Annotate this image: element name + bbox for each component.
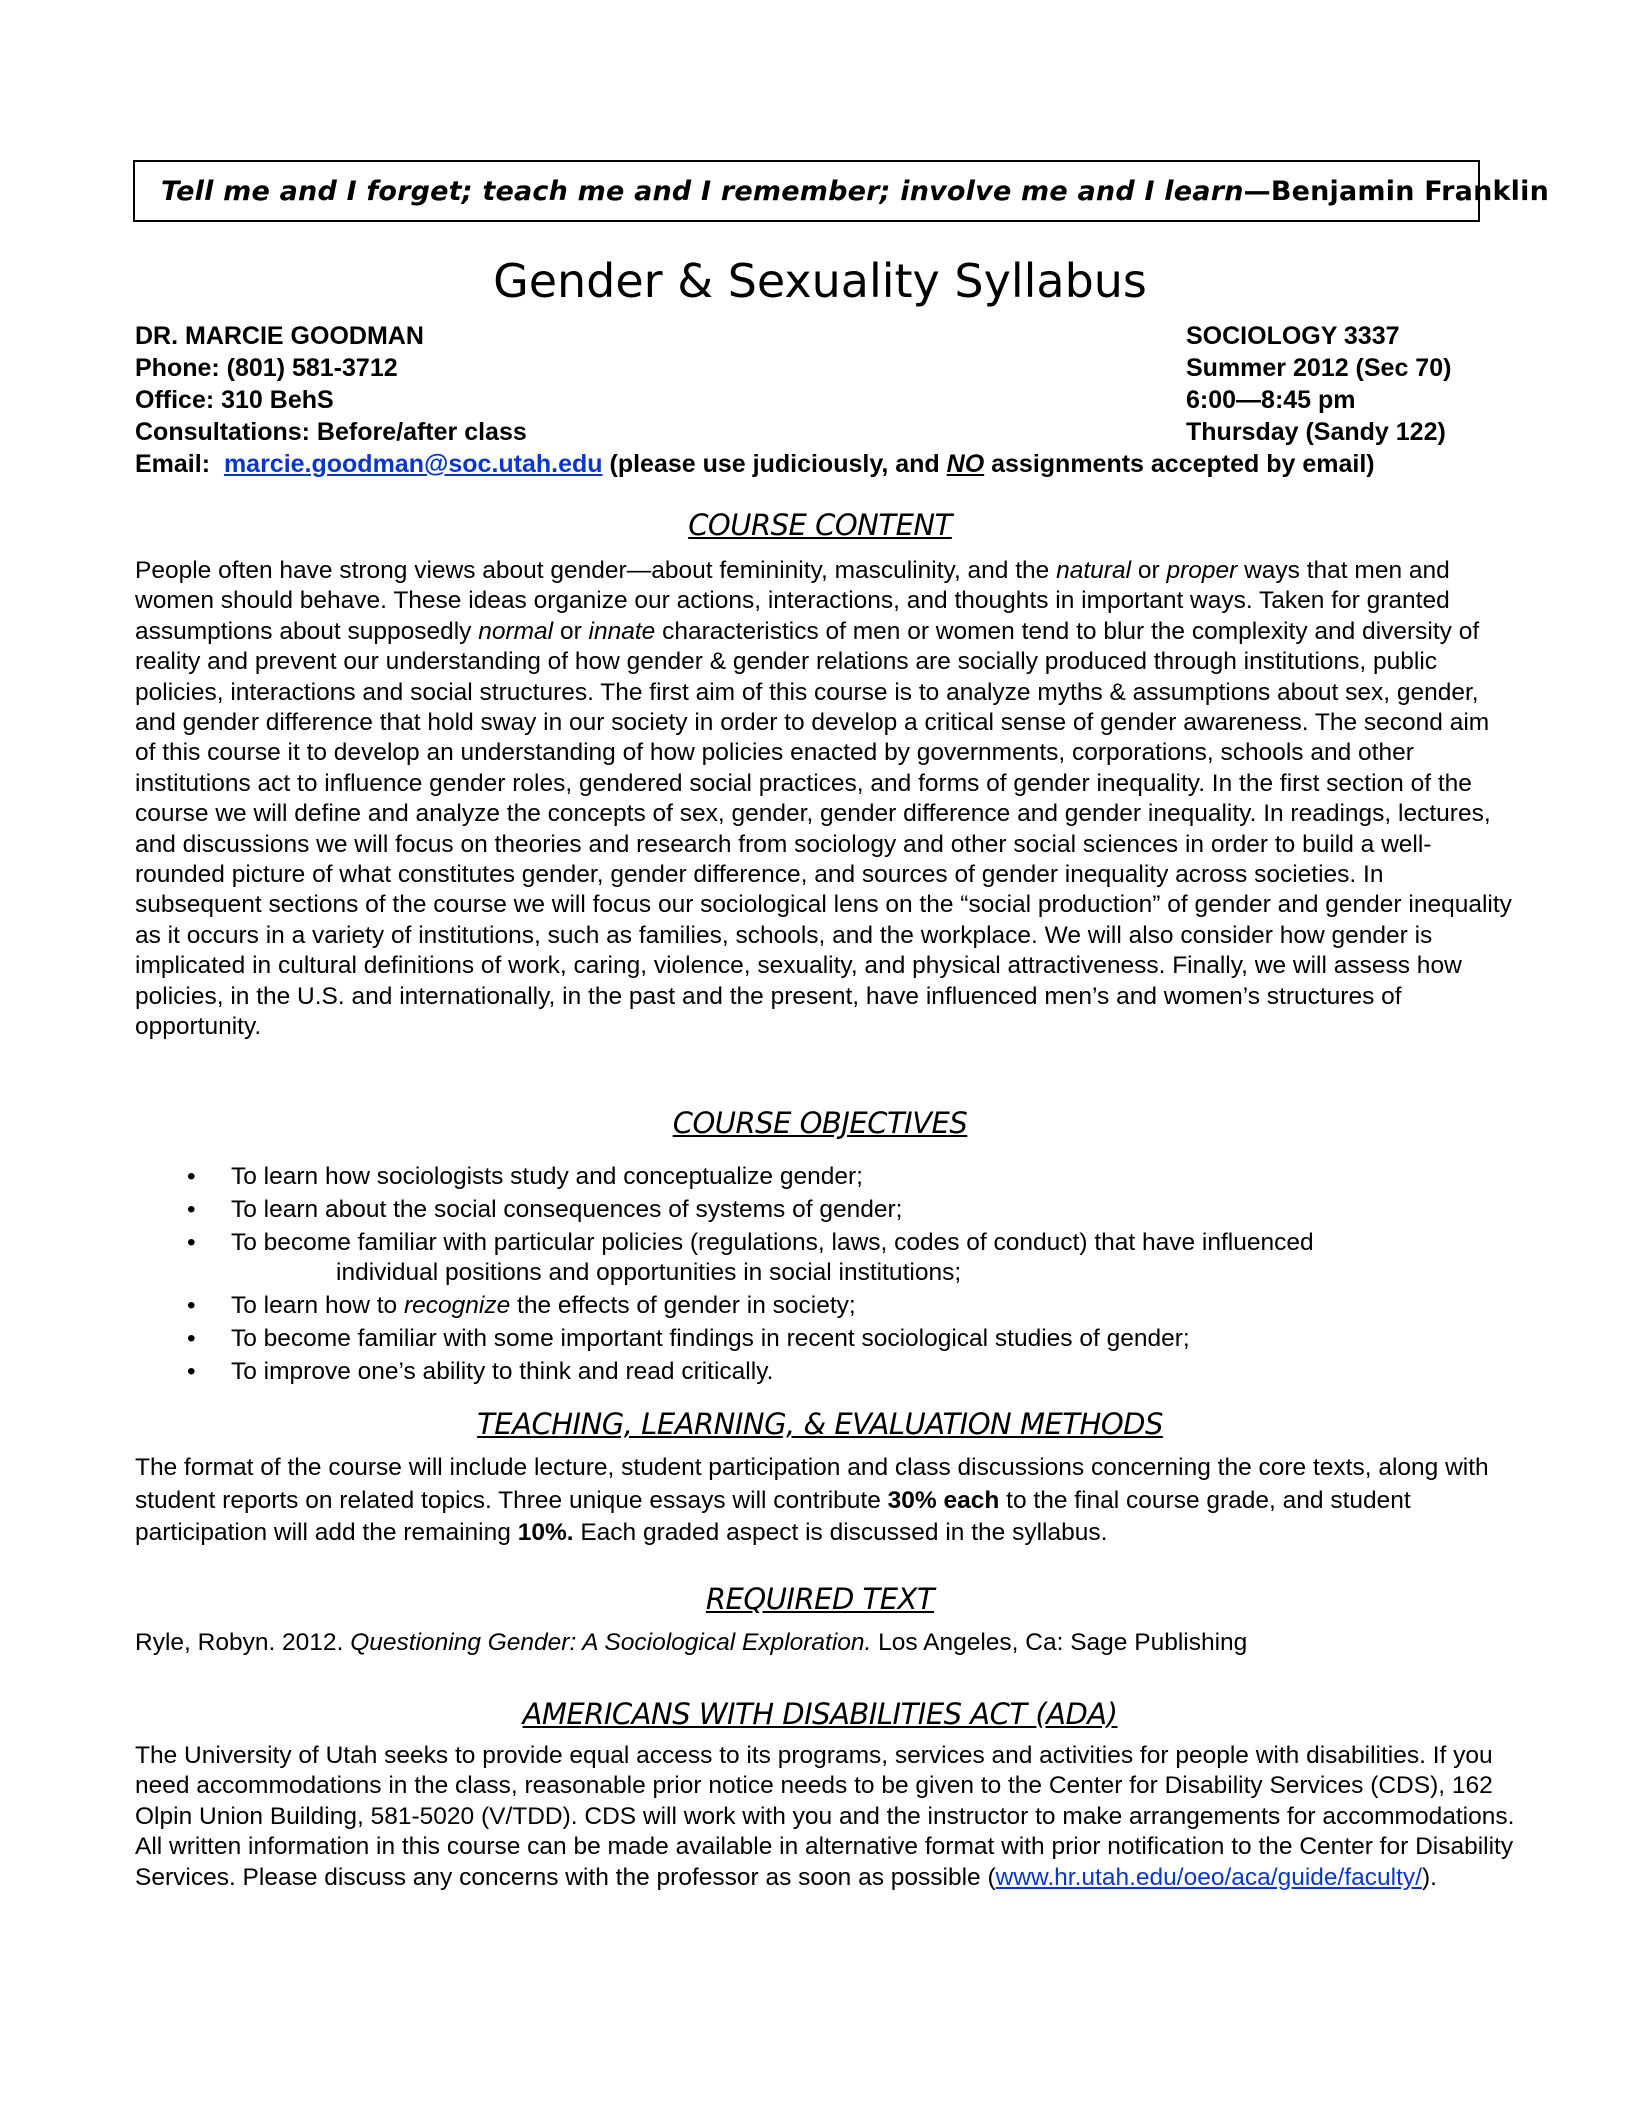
- content-em-proper: proper: [1166, 557, 1238, 584]
- quote: [135, 176, 1549, 207]
- objective-text: the effects of gender in society;: [517, 1292, 856, 1319]
- list-item: [135, 1226, 1515, 1289]
- citation-publisher: Los Angeles, Ca: Sage Publishing: [878, 1629, 1248, 1656]
- objectives-list: [135, 1160, 1515, 1388]
- content-em-normal: normal: [478, 617, 554, 645]
- quote-box: [133, 160, 1549, 222]
- course-info: [1186, 320, 1451, 448]
- instructor-phone: Phone: (801) 581-3712: [135, 354, 398, 382]
- instructor-info: [135, 320, 527, 448]
- heading-course-content: COURSE CONTENT: [688, 508, 952, 542]
- methods-text-3: Each graded aspect is discussed in the syllabus.: [573, 1519, 1108, 1546]
- methods-text-2: to the final course grade, and student participation will add the remaining: [135, 1486, 1411, 1546]
- list-item: [135, 1322, 1515, 1355]
- methods-bold-10: 10%.: [517, 1519, 574, 1546]
- objective-text: To improve one’s ability to think and read critically.: [231, 1358, 774, 1385]
- objective-text-continued: individual positions and opportunities in social institutions;: [336, 1259, 962, 1286]
- email-note-no: NO: [946, 450, 985, 478]
- objective-text: To learn how sociologists study and conceptualize gender;: [231, 1163, 863, 1190]
- content-text-3: characteristics of men or women tend to blur the complexity and diversity of reality and prevent our understanding of how gender & gender relations are socially produced through institutions, public policies, interactions and social structures. The first aim of this course is to analyze myths & assumptions about sex, gender, and gender difference that hold sway in our society in order to develop a critical sense of gender awareness. The second aim of this course it to develop an understanding of how policies enacted by governments, corporations, schools and other institutions act to influence gender roles, gendered social practices, and forms of gender inequality. In the first section of the course we will define and analyze the concepts of sex, gender, gender difference and gender inequality. In readings, lectures, and discussions we will focus on theories and research from sociology and other social sciences in order to build a well-rounded picture of what constitutes gender, gender difference, and sources of gender inequality across societies. In subsequent sections of the course we will focus our sociological lens on the “social production” of gender and gender inequality as it occurs in a variety of institutions, such as families, schools, and the workplace. We will also consider how gender is implicated in cultural definitions of work, caring, violence, sexuality, and physical attractiveness. Finally, we will assess how policies, in the U.S. and internationally, in the past and the present, have influenced men’s and women’s structures of opportunity.: [135, 617, 1512, 1041]
- quote-text: Tell me and I forget; teach me and I remember; involve me and I learn: [161, 175, 1244, 207]
- methods-paragraph: [135, 1452, 1515, 1550]
- objective-text: To learn how to: [231, 1292, 398, 1319]
- citation-title: Questioning Gender: A Sociological Exploration.: [350, 1629, 872, 1656]
- objective-text: To become familiar with particular policies (regulations, laws, codes of conduct) that have influenced: [231, 1229, 1314, 1256]
- course-content-paragraph: [135, 556, 1515, 1043]
- citation-author: Ryle, Robyn. 2012.: [135, 1629, 344, 1656]
- email-note-1: (please use judiciously, and: [609, 450, 940, 478]
- objective-text: To learn about the social consequences of systems of gender;: [231, 1196, 903, 1223]
- quote-author: —Benjamin Franklin: [1243, 175, 1549, 207]
- heading-course-objectives: COURSE OBJECTIVES: [672, 1106, 968, 1140]
- methods-bold-30: 30% each: [887, 1486, 1000, 1514]
- ada-link[interactable]: www.hr.utah.edu/oeo/aca/guide/faculty/: [995, 1863, 1422, 1891]
- list-item: [135, 1160, 1515, 1193]
- course-time: 6:00—8:45 pm: [1186, 386, 1356, 414]
- content-em-innate: innate: [588, 617, 656, 645]
- heading-ada: AMERICANS WITH DISABILITIES ACT (ADA): [522, 1697, 1118, 1731]
- objective-text: To become familiar with some important findings in recent sociological studies of gender;: [231, 1325, 1190, 1352]
- list-item: [135, 1355, 1515, 1388]
- content-em-natural: natural: [1056, 557, 1132, 584]
- course-day-room: Thursday (Sandy 122): [1186, 418, 1446, 446]
- list-item: [135, 1193, 1515, 1226]
- email-line: [135, 448, 1375, 480]
- email-link[interactable]: marcie.goodman@soc.utah.edu: [223, 450, 603, 478]
- instructor-consultations: Consultations: Before/after class: [135, 418, 527, 446]
- list-item: [135, 1289, 1515, 1322]
- ada-text-2: ).: [1421, 1863, 1437, 1891]
- instructor-name: DR. MARCIE GOODMAN: [135, 322, 424, 350]
- heading-methods: TEACHING, LEARNING, & EVALUATION METHODS: [477, 1407, 1163, 1441]
- content-text-1: People often have strong views about gender—about femininity, masculinity, and the: [135, 557, 1050, 584]
- content-or-2: or: [559, 617, 582, 645]
- content-or-1: or: [1137, 557, 1160, 584]
- methods-text-1: The format of the course will include lecture, student participation and class discussions concerning the core texts, along with student reports on related topics. Three unique essays will contribute: [135, 1454, 1489, 1514]
- ada-text-1: The University of Utah seeks to provide equal access to its programs, services and activities for people with disabilities. If you need accommodations in the class, reasonable prior notice needs to be given to the Center for Disability Services (CDS), 162 Olpin Union Building, 581-5020 (V/TDD). CDS will work with you and the instructor to make arrangements for accommodations. All written information in this course can be made available in alternative format with prior notification to the Center for Disability Services. Please discuss any concerns with the professor as soon as possible (: [135, 1742, 1515, 1891]
- course-term: Summer 2012 (Sec 70): [1186, 354, 1452, 382]
- course-code: SOCIOLOGY 3337: [1186, 322, 1400, 350]
- page-title: Gender & Sexuality Syllabus: [493, 254, 1147, 308]
- ada-paragraph: [135, 1741, 1515, 1893]
- required-text-citation: [135, 1628, 1515, 1658]
- email-note-2: assignments accepted by email): [991, 450, 1375, 478]
- heading-required-text: REQUIRED TEXT: [705, 1582, 935, 1616]
- objective-em-recognize: recognize: [403, 1292, 511, 1319]
- content-text-2: ways that men and women should behave. These ideas organize our actions, interactions, and thoughts in important ways. Taken for granted assumptions about supposedly: [135, 557, 1450, 645]
- instructor-office: Office: 310 BehS: [135, 386, 334, 414]
- email-label: Email:: [135, 450, 211, 478]
